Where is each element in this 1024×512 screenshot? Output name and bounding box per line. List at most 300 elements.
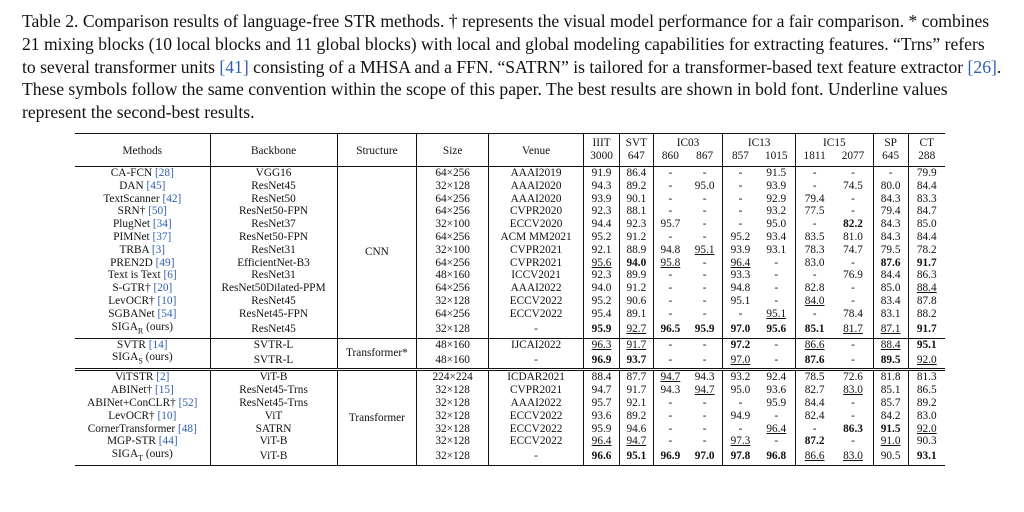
score-cell: -	[653, 282, 687, 295]
score-cell: 92.4	[758, 370, 796, 384]
col-structure: Structure	[337, 134, 417, 167]
backbone-cell: ResNet50-FPN	[210, 205, 337, 218]
table-row	[75, 231, 945, 244]
score-cell: 92.1	[584, 244, 620, 257]
score-cell: 94.7	[653, 370, 687, 384]
score-cell: 95.2	[584, 231, 620, 244]
col-ic13-1015: 1015	[758, 150, 796, 167]
table-row	[75, 338, 945, 351]
score-cell: 96.4	[584, 435, 620, 448]
score-cell: 89.2	[619, 180, 653, 193]
citation-link[interactable]: [42]	[162, 192, 182, 205]
score-cell: -	[774, 269, 779, 282]
venue-cell: ECCV2022	[488, 423, 583, 436]
score-cell: -	[702, 230, 707, 243]
method-cell	[75, 295, 210, 308]
score-cell: 96.6	[584, 448, 620, 466]
table-caption	[22, 10, 1012, 124]
method-cell	[75, 282, 210, 295]
score-cell: 78.4	[843, 307, 863, 320]
method-name: PlugNet	[112, 218, 153, 231]
method-name: SIGA	[111, 351, 139, 364]
table-row	[75, 205, 945, 218]
col-ic13-857: 857	[723, 150, 758, 167]
backbone-cell: SVTR-L	[210, 351, 337, 370]
score-cell: 86.6	[795, 448, 833, 466]
citation-link[interactable]: [20]	[153, 282, 173, 295]
score-cell: 78.5	[795, 370, 833, 384]
venue-cell: -	[488, 321, 583, 339]
caption-line-3-text-c: .	[996, 56, 1002, 77]
score-cell: -	[851, 167, 855, 179]
score-cell: 97.8	[723, 448, 758, 466]
citation-link[interactable]: [3]	[151, 243, 166, 256]
score-cell: 89.9	[619, 269, 653, 282]
method-subscript: S	[138, 356, 143, 366]
table-row	[75, 448, 945, 466]
score-cell: -	[774, 353, 779, 366]
method-cell	[75, 410, 210, 423]
score-cell: -	[851, 409, 855, 422]
score-cell: 90.1	[619, 193, 653, 206]
score-cell: 79.4	[873, 205, 908, 218]
col-iiit-count: 3000	[584, 150, 620, 167]
score-cell: -	[653, 269, 687, 282]
score-cell: -	[653, 435, 687, 448]
caption-line-3	[22, 56, 1012, 79]
score-cell: 95.1	[694, 243, 715, 256]
score-cell: -	[795, 180, 833, 193]
score-cell: 93.7	[619, 351, 653, 370]
score-cell: -	[702, 435, 707, 448]
score-cell: 84.4	[873, 269, 908, 282]
table-row	[75, 423, 945, 436]
citation-link[interactable]: [50]	[148, 205, 167, 218]
col-ct-count: 288	[908, 150, 945, 167]
table-row	[75, 295, 945, 308]
score-cell: -	[702, 269, 707, 282]
score-cell: -	[702, 218, 707, 231]
score-cell: 86.4	[619, 167, 653, 180]
score-cell: 86.3	[843, 422, 863, 435]
score-cell: -	[702, 409, 707, 422]
backbone-cell: ResNet45-Trns	[210, 384, 337, 397]
backbone-cell: ViT	[210, 410, 337, 423]
score-cell: 93.9	[723, 244, 758, 257]
structure-cell: CNN	[337, 167, 417, 339]
score-cell: -	[723, 205, 758, 218]
method-cell	[75, 321, 210, 339]
score-cell: 92.3	[619, 218, 653, 231]
score-cell: 85.1	[873, 384, 908, 397]
table-row	[75, 218, 945, 231]
header-row-1	[75, 134, 945, 151]
caption-line-4: These symbols follow the same convention within the scope of this paper. The best results are shown in bold font. Underline values	[22, 79, 948, 100]
score-cell: 93.2	[766, 205, 787, 218]
score-cell: -	[653, 180, 687, 193]
citation-link[interactable]: [6]	[163, 269, 177, 282]
score-cell: 82.7	[795, 384, 833, 397]
score-cell: 92.1	[619, 397, 653, 410]
score-cell: 95.6	[584, 257, 620, 270]
venue-cell: AAAI2022	[488, 397, 583, 410]
score-cell: 89.5	[873, 351, 908, 370]
score-cell: 91.9	[584, 167, 620, 180]
score-cell: 87.6	[873, 257, 908, 270]
score-cell: 94.4	[584, 218, 620, 231]
caption-ref-41[interactable]: [41]	[219, 56, 249, 77]
score-cell: -	[774, 294, 779, 307]
score-cell: 93.4	[766, 230, 787, 243]
score-cell: 83.0	[795, 257, 833, 270]
venue-cell: -	[488, 351, 583, 370]
table-row	[75, 193, 945, 206]
method-suffix: (ours)	[143, 320, 174, 333]
method-name: DAN	[119, 179, 147, 192]
table-row	[75, 257, 945, 270]
score-cell: 85.0	[873, 282, 908, 295]
method-cell	[75, 244, 210, 257]
score-cell: -	[795, 218, 833, 231]
table-row	[75, 410, 945, 423]
table-row	[75, 370, 945, 384]
venue-cell: ACM MM2021	[488, 231, 583, 244]
score-cell: -	[851, 256, 855, 269]
citation-link[interactable]: [45]	[146, 179, 166, 192]
method-cell	[75, 384, 210, 397]
score-cell: 92.3	[584, 205, 620, 218]
score-cell: -	[795, 423, 833, 436]
score-cell: 96.9	[653, 448, 687, 466]
score-cell: -	[702, 307, 707, 320]
score-cell: 95.1	[619, 448, 653, 466]
score-cell: 94.3	[687, 370, 723, 384]
size-cell: 64×256	[417, 231, 489, 244]
size-cell: 32×100	[417, 244, 489, 257]
score-cell: 95.8	[653, 257, 687, 270]
venue-cell: ICDAR2021	[488, 370, 583, 384]
venue-cell: AAAI2019	[488, 167, 583, 180]
citation-link[interactable]: [28]	[155, 167, 174, 179]
results-table	[75, 133, 945, 466]
method-name: S-GTR†	[112, 282, 154, 295]
col-ic03-867: 867	[687, 150, 723, 167]
table-row	[75, 351, 945, 370]
score-cell: -	[851, 435, 855, 448]
score-cell: 93.1	[908, 448, 945, 466]
method-name: SGBANet	[108, 307, 158, 320]
score-cell: 84.3	[873, 218, 908, 231]
score-cell: 91.2	[619, 282, 653, 295]
score-cell: 85.7	[873, 397, 908, 410]
score-cell: 86.3	[908, 269, 945, 282]
method-cell	[75, 218, 210, 231]
score-cell: 79.4	[795, 193, 833, 206]
col-ic15-1811: 1811	[795, 150, 833, 167]
score-cell: -	[774, 256, 779, 269]
backbone-cell: ResNet31	[210, 269, 337, 282]
size-cell: 64×256	[417, 282, 489, 295]
score-cell: -	[774, 409, 779, 422]
score-cell: -	[653, 397, 687, 410]
score-cell: 81.0	[843, 230, 863, 243]
score-cell: 83.4	[873, 295, 908, 308]
citation-link[interactable]: [10]	[157, 409, 177, 422]
score-cell: -	[758, 338, 796, 351]
score-cell: -	[702, 353, 707, 366]
size-cell: 64×256	[417, 193, 489, 206]
table-body	[75, 167, 945, 466]
citation-link[interactable]: [48]	[178, 422, 197, 435]
structure-cell	[337, 338, 417, 370]
score-cell: 83.0	[843, 384, 863, 397]
score-cell: 81.8	[873, 370, 908, 384]
method-cell	[75, 397, 210, 410]
score-cell: -	[702, 397, 707, 410]
score-cell: -	[873, 167, 908, 180]
score-cell: 83.3	[908, 193, 945, 206]
venue-cell: ICCV2021	[488, 269, 583, 282]
score-cell: 96.4	[766, 422, 787, 435]
venue-cell: CVPR2021	[488, 384, 583, 397]
method-name: SIGA	[111, 320, 138, 333]
citation-link[interactable]: [49]	[155, 256, 175, 269]
size-cell: 32×128	[417, 410, 489, 423]
venue-cell: IJCAI2022	[488, 338, 583, 351]
size-cell: 64×256	[417, 167, 489, 180]
citation-link[interactable]: [44]	[158, 435, 178, 448]
method-subscript: T	[138, 453, 144, 463]
score-cell: 74.5	[843, 179, 863, 192]
venue-cell: ECCV2020	[488, 218, 583, 231]
score-cell: 78.2	[908, 244, 945, 257]
method-cell	[75, 231, 210, 244]
score-cell: 91.2	[619, 231, 653, 244]
method-cell	[75, 257, 210, 270]
score-cell: -	[653, 423, 687, 436]
score-cell: -	[702, 422, 707, 435]
results-table-wrapper	[75, 133, 945, 466]
table-row	[75, 269, 945, 282]
score-cell: -	[795, 167, 833, 180]
score-cell: 83.0	[908, 410, 945, 423]
method-name: SVTR	[117, 338, 149, 351]
size-cell: 48×160	[417, 269, 489, 282]
score-cell: -	[723, 180, 758, 193]
score-cell: 94.0	[584, 282, 620, 295]
venue-cell: ECCV2022	[488, 435, 583, 448]
citation-link[interactable]: [15]	[155, 384, 174, 397]
table-row	[75, 167, 945, 180]
score-cell: 92.9	[766, 192, 787, 205]
venue-cell: CVPR2021	[488, 244, 583, 257]
size-cell: 32×100	[417, 218, 489, 231]
score-cell: 83.0	[833, 448, 873, 466]
col-ic15-2077: 2077	[833, 150, 873, 167]
score-cell: 90.5	[873, 448, 908, 466]
score-cell: 97.3	[723, 435, 758, 448]
method-suffix: (ours)	[142, 351, 173, 364]
score-cell: -	[723, 167, 758, 180]
backbone-cell: ResNet50	[210, 193, 337, 206]
backbone-cell: ResNet45	[210, 295, 337, 308]
score-cell: 93.6	[766, 384, 787, 397]
score-cell: 93.1	[766, 243, 787, 256]
col-ic13: IC13	[723, 134, 796, 151]
score-cell: 84.3	[873, 193, 908, 206]
citation-link[interactable]: [34]	[152, 218, 172, 231]
score-cell: 95.2	[584, 295, 620, 308]
score-cell: 91.5	[873, 423, 908, 436]
citation-link[interactable]: [52]	[178, 397, 198, 410]
score-cell: 95.9	[584, 423, 620, 436]
score-cell: 94.7	[584, 384, 620, 397]
col-svt-count: 647	[619, 150, 653, 167]
venue-cell: AAAI2022	[488, 282, 583, 295]
score-cell: 85.1	[795, 321, 833, 339]
score-cell: 83.1	[873, 308, 908, 321]
score-cell: 88.2	[908, 308, 945, 321]
score-cell: 91.7	[908, 321, 945, 339]
score-cell: 94.7	[694, 384, 715, 397]
score-cell: 94.8	[723, 282, 758, 295]
backbone-cell: SVTR-L	[210, 338, 337, 351]
backbone-cell: ResNet50Dilated-PPM	[210, 282, 337, 295]
score-cell: 88.1	[619, 205, 653, 218]
score-cell: -	[653, 308, 687, 321]
score-cell: 93.6	[584, 410, 620, 423]
score-cell: 87.7	[619, 370, 653, 384]
score-cell: 80.0	[873, 180, 908, 193]
score-cell: -	[795, 269, 833, 282]
score-cell: 82.8	[795, 282, 833, 295]
method-name: TRBA	[119, 243, 152, 256]
score-cell: -	[851, 353, 855, 366]
backbone-cell: ResNet45	[210, 321, 337, 339]
citation-link[interactable]: [10]	[157, 294, 177, 307]
score-cell: 72.6	[833, 370, 873, 384]
score-cell: 92.3	[584, 269, 620, 282]
col-iiit: IIIT	[584, 134, 620, 151]
score-cell: 91.5	[766, 167, 787, 179]
citation-link[interactable]: [14]	[148, 338, 168, 351]
venue-cell: ECCV2022	[488, 295, 583, 308]
score-cell: 87.8	[908, 295, 945, 308]
score-cell: 74.7	[843, 243, 863, 256]
score-cell: 95.1	[723, 295, 758, 308]
score-cell: 93.3	[723, 269, 758, 282]
score-cell: -	[723, 308, 758, 321]
col-ic15: IC15	[795, 134, 873, 151]
method-cell	[75, 423, 210, 436]
score-cell: 94.6	[619, 423, 653, 436]
score-cell: 95.4	[584, 308, 620, 321]
citation-link[interactable]: [37]	[152, 230, 172, 243]
method-name: MGP-STR	[106, 435, 159, 448]
table-row	[75, 384, 945, 397]
caption-ref-26[interactable]: [26]	[967, 56, 997, 77]
citation-link[interactable]: [2]	[156, 371, 170, 384]
col-ct: CT	[908, 134, 945, 151]
score-cell: 89.2	[619, 410, 653, 423]
score-cell: 94.0	[619, 257, 653, 270]
score-cell: 95.9	[694, 322, 715, 335]
score-cell: 91.7	[619, 338, 653, 351]
score-cell: -	[653, 205, 687, 218]
venue-cell: CVPR2021	[488, 257, 583, 270]
score-cell: 92.0	[908, 423, 945, 436]
score-cell: 95.7	[584, 397, 620, 410]
score-cell: -	[723, 193, 758, 206]
backbone-cell: VGG16	[210, 167, 337, 180]
score-cell: 81.7	[843, 322, 863, 335]
method-name: ABINet+ConCLR†	[87, 397, 179, 410]
score-cell: 90.3	[908, 435, 945, 448]
size-cell: 32×128	[417, 435, 489, 448]
backbone-cell: ViT-B	[210, 448, 337, 466]
method-name: PIMNet	[113, 230, 153, 243]
col-methods: Methods	[75, 134, 210, 167]
score-cell: 84.7	[908, 205, 945, 218]
score-cell: 84.4	[908, 180, 945, 193]
citation-link[interactable]: [54]	[157, 307, 177, 320]
score-cell: 95.9	[584, 321, 620, 339]
score-cell: 81.3	[908, 370, 945, 384]
method-cell	[75, 370, 210, 384]
score-cell: 95.0	[694, 179, 715, 192]
table-row	[75, 282, 945, 295]
score-cell: -	[795, 308, 833, 321]
score-cell: 84.4	[908, 231, 945, 244]
score-cell: 97.2	[723, 338, 758, 351]
score-cell: -	[687, 338, 723, 351]
score-cell: 89.2	[908, 397, 945, 410]
method-subscript: R	[137, 325, 144, 335]
backbone-cell: ResNet45-FPN	[210, 308, 337, 321]
col-sp: SP	[873, 134, 908, 151]
score-cell: 91.7	[908, 257, 945, 270]
score-cell: -	[723, 218, 758, 231]
score-cell: -	[851, 192, 855, 205]
score-cell: -	[653, 338, 687, 351]
score-cell: -	[653, 410, 687, 423]
method-cell	[75, 193, 210, 206]
method-name: Text is Text	[107, 269, 164, 282]
score-cell: 92.0	[908, 351, 945, 370]
backbone-cell: ResNet31	[210, 244, 337, 257]
method-name: PREN2D	[110, 256, 156, 269]
score-cell: 84.3	[873, 231, 908, 244]
venue-cell: AAAI2020	[488, 193, 583, 206]
score-cell: -	[653, 295, 687, 308]
table-row	[75, 397, 945, 410]
venue-cell: CVPR2020	[488, 205, 583, 218]
size-cell: 32×128	[417, 295, 489, 308]
caption-line-2	[22, 33, 1012, 56]
score-cell: 82.4	[795, 410, 833, 423]
method-cell	[75, 167, 210, 180]
score-cell: 95.7	[653, 218, 687, 231]
size-cell: 64×256	[417, 308, 489, 321]
score-cell: 84.0	[795, 295, 833, 308]
table-row	[75, 435, 945, 448]
size-cell: 32×128	[417, 448, 489, 466]
method-cell	[75, 180, 210, 193]
score-cell: -	[723, 423, 758, 436]
caption-line-2-text: 21 mixing blocks (10 local blocks and 11 global blocks) with local and global modeling capabilities for extracting features. “Trns” refers	[22, 33, 985, 54]
size-cell: 32×128	[417, 384, 489, 397]
backbone-cell: ResNet45	[210, 180, 337, 193]
